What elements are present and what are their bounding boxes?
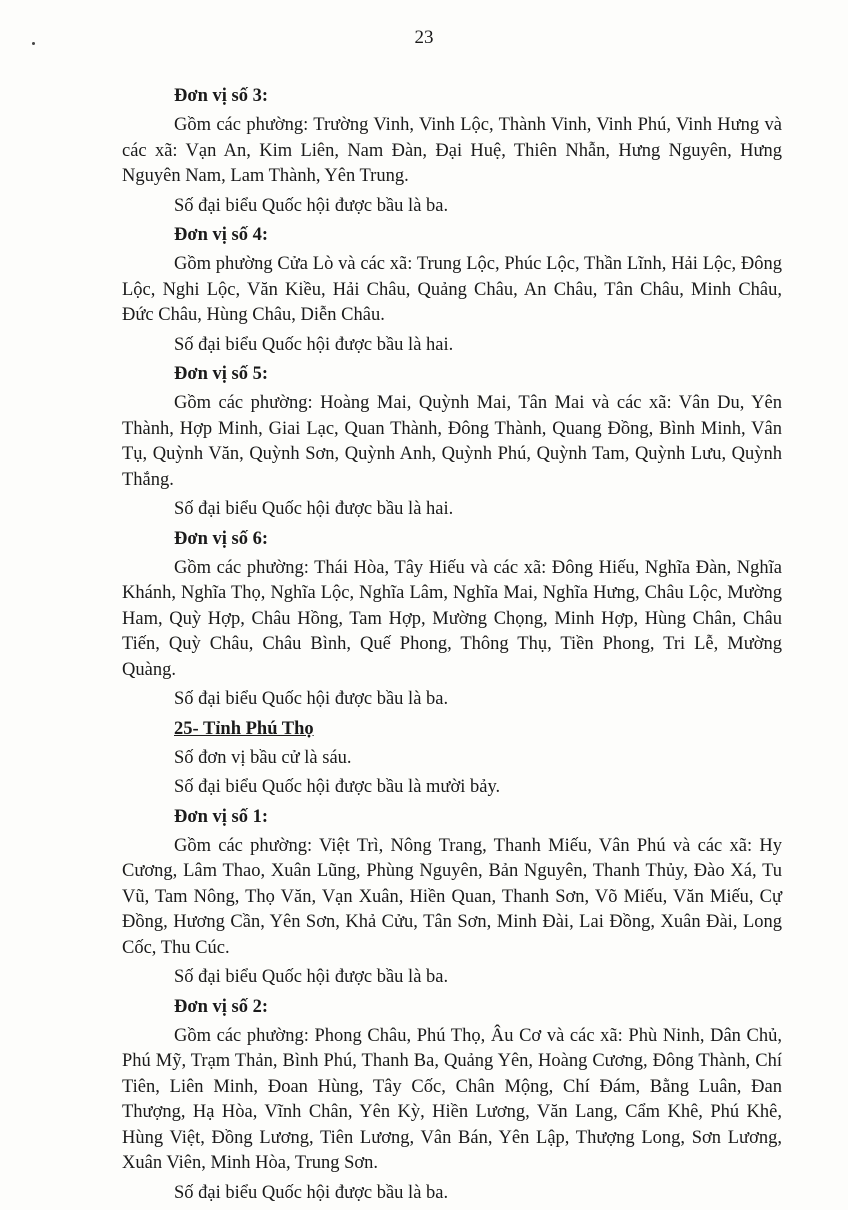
province-delegate-count: Số đại biểu Quốc hội được bầu là mười bảy.: [174, 777, 501, 797]
pt-unit-1-heading: Đơn vị số 1:: [174, 806, 269, 827]
unit-4-heading: Đơn vị số 4:: [174, 225, 269, 245]
unit-6-delegates: Số đại biểu Quốc hội được bầu là ba.: [174, 689, 449, 709]
unit-6-wards: Gồm các phường: Thái Hòa, Tây Hiếu và các xã: Đông Hiếu, Nghĩa Đàn, Nghĩa Khánh, Nghĩa Thọ, Nghĩa Lộc, Nghĩa Lâm, Nghĩa Mai, Nghĩa Hưng, Châu Lộc, Mường Ham, Quỳ Hợp, Châu Hồng, Tam Hợp, Mường Chọng, Minh Hợp, Hùng Chân, Châu Tiến, Quỳ Châu, Châu Bình, Quế Phong, Thông Thụ, Tiền Phong, Tri Lễ, Mường Quàng.: [122, 557, 782, 680]
unit-4-delegates: Số đại biểu Quốc hội được bầu là hai.: [174, 334, 454, 355]
unit-5-heading: Đơn vị số 5:: [174, 364, 269, 384]
pt-unit-1-delegates: Số đại biểu Quốc hội được bầu là ba.: [174, 967, 449, 987]
pt-unit-2-delegates: Số đại biểu Quốc hội được bầu là ba.: [174, 1182, 449, 1203]
pt-unit-2-wards: Gồm các phường: Phong Châu, Phú Thọ, Âu Cơ và các xã: Phù Ninh, Dân Chủ, Phú Mỹ, Trạm Thản, Bình Phú, Thanh Ba, Quảng Yên, Hoàng Cương, Đông Thành, Chí Tiên, Liên Minh, Đoan Hùng, Tây Cốc, Chân Mộng, Chí Đám, Bằng Luân, Đan Thượng, Hạ Hòa, Vĩnh Chân, Yên Kỳ, Hiền Lương, Văn Lang, Cẩm Khê, Phú Khê, Hùng Việt, Đồng Lương, Tiên Lương, Vân Bán, Yên Lập, Thượng Long, Sơn Lương, Xuân Viên, Minh Hòa, Trung Sơn.: [122, 1025, 782, 1173]
page-number: 23: [414, 27, 434, 48]
province-heading: 25- Tỉnh Phú Thọ: [174, 718, 314, 739]
province-unit-count: Số đơn vị bầu cử là sáu.: [174, 747, 352, 768]
unit-5-delegates: Số đại biểu Quốc hội được bầu là hai.: [174, 499, 454, 519]
unit-3-delegates: Số đại biểu Quốc hội được bầu là ba.: [174, 195, 449, 216]
pt-unit-1-wards: Gồm các phường: Việt Trì, Nông Trang, Thanh Miếu, Vân Phú và các xã: Hy Cương, Lâm Thao, Xuân Lũng, Phùng Nguyên, Bản Nguyên, Thanh Thủy, Đào Xá, Tu Vũ, Tam Nông, Thọ Văn, Vạn Xuân, Hiền Quan, Thanh Sơn, Võ Miếu, Văn Miếu, Cự Đồng, Hương Cần, Yên Sơn, Khả Cửu, Tân Sơn, Minh Đài, Lai Đồng, Xuân Đài, Long Cốc, Thu Cúc.: [122, 835, 782, 958]
document-body: [122, 84, 782, 1210]
pt-unit-2-heading: Đơn vị số 2:: [174, 996, 269, 1017]
unit-3-heading: Đơn vị số 3:: [174, 86, 269, 106]
unit-3-wards: Gồm các phường: Trường Vinh, Vinh Lộc, Thành Vinh, Vinh Phú, Vinh Hưng và các xã: Vạn An, Kim Liên, Nam Đàn, Đại Huệ, Thiên Nhẫn, Hưng Nguyên, Hưng Nguyên Nam, Lam Thành, Yên Trung.: [122, 115, 782, 186]
unit-5-wards: Gồm các phường: Hoàng Mai, Quỳnh Mai, Tân Mai và các xã: Vân Du, Yên Thành, Hợp Minh, Giai Lạc, Quan Thành, Đông Thành, Quang Đồng, Bình Minh, Vân Tụ, Quỳnh Văn, Quỳnh Sơn, Quỳnh Anh, Quỳnh Phú, Quỳnh Tam, Quỳnh Lưu, Quỳnh Thắng.: [122, 393, 782, 490]
unit-4-wards: Gồm phường Cửa Lò và các xã: Trung Lộc, Phúc Lộc, Thần Lĩnh, Hải Lộc, Đông Lộc, Nghi Lộc, Văn Kiều, Hải Châu, Quảng Châu, An Châu, Tân Châu, Minh Châu, Đức Châu, Hùng Châu, Diễn Châu.: [122, 254, 782, 325]
unit-6-heading: Đơn vị số 6:: [174, 528, 269, 549]
